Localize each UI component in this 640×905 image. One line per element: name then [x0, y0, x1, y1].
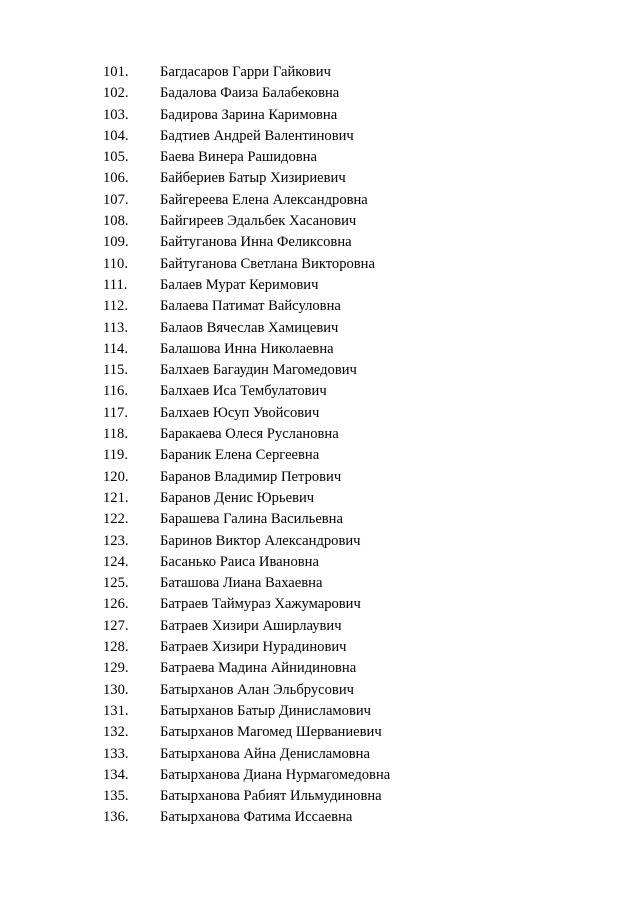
- entry-number: 136.: [103, 809, 129, 826]
- entry-name: Балхаев Багаудин Магомедович: [160, 362, 357, 379]
- list-item: [0, 360, 640, 381]
- entry-number: 119.: [103, 447, 128, 464]
- entry-name: Баринов Виктор Александрович: [160, 532, 361, 549]
- entry-name: Батырханов Магомед Шерваниевич: [160, 724, 382, 741]
- entry-name: Батраев Хизири Аширлаувич: [160, 617, 342, 634]
- list-item: [0, 488, 640, 509]
- entry-name: Баташова Лиана Вахаевна: [160, 575, 323, 592]
- list-item: [0, 211, 640, 232]
- entry-number: 106.: [103, 170, 129, 187]
- list-item: [0, 168, 640, 189]
- entry-name: Батырханова Диана Нурмагомедовна: [160, 766, 391, 783]
- entry-number: 129.: [103, 660, 129, 677]
- list-item: [0, 722, 640, 743]
- entry-name: Бадалова Фаиза Балабековна: [160, 85, 340, 102]
- entry-number: 134.: [103, 766, 129, 783]
- list-item: [0, 509, 640, 530]
- entry-number: 121.: [103, 489, 129, 506]
- entry-name: Бадирова Зарина Каримовна: [160, 106, 338, 123]
- entry-number: 124.: [103, 553, 129, 570]
- entry-name: Батырханова Рабият Ильмудиновна: [160, 788, 382, 805]
- entry-name: Балашова Инна Николаевна: [160, 340, 334, 357]
- entry-name: Батырханов Алан Эльбрусович: [160, 681, 354, 698]
- list-item: [0, 275, 640, 296]
- entry-number: 103.: [103, 106, 129, 123]
- entry-number: 107.: [103, 191, 129, 208]
- entry-name: Балхаев Иса Тембулатович: [160, 383, 327, 400]
- entry-number: 114.: [103, 340, 128, 357]
- entry-number: 133.: [103, 745, 129, 762]
- list-item: [0, 403, 640, 424]
- list-item: [0, 701, 640, 722]
- entry-name: Баранов Денис Юрьевич: [160, 489, 315, 506]
- entry-name: Байгереева Елена Александровна: [160, 191, 368, 208]
- entry-name: Багдасаров Гарри Гайкович: [160, 64, 331, 80]
- entry-number: 101.: [103, 64, 129, 80]
- entry-name: Баева Винера Рашидовна: [160, 149, 317, 166]
- list-item: [0, 552, 640, 573]
- list-item: [0, 680, 640, 701]
- list-item: [0, 445, 640, 466]
- list-item: [0, 83, 640, 104]
- entry-number: 112.: [103, 298, 128, 315]
- entry-name: Батырханова Фатима Иссаевна: [160, 809, 353, 826]
- entry-name: Байтуганова Инна Феликсовна: [160, 234, 352, 251]
- entry-name: Баранов Владимир Петрович: [160, 468, 342, 485]
- entry-number: 130.: [103, 681, 129, 698]
- entry-name: Батырханова Айна Денисламовна: [160, 745, 370, 762]
- entry-name: Балаева Патимат Вайсуловна: [160, 298, 341, 315]
- list-item: [0, 744, 640, 765]
- entry-number: 126.: [103, 596, 129, 613]
- entry-number: 125.: [103, 575, 129, 592]
- entry-number: 117.: [103, 404, 128, 421]
- entry-name: Батраева Мадина Айнидиновна: [160, 660, 357, 677]
- list-item: [0, 658, 640, 679]
- list-item: [0, 424, 640, 445]
- list-item: [0, 616, 640, 637]
- list-item: [0, 318, 640, 339]
- entry-number: 102.: [103, 85, 129, 102]
- entry-name: Балхаев Юсуп Увойсович: [160, 404, 320, 421]
- list-item: [0, 296, 640, 317]
- entry-number: 110.: [103, 255, 128, 272]
- list-item: [0, 381, 640, 402]
- entry-number: 127.: [103, 617, 129, 634]
- entry-number: 108.: [103, 213, 129, 230]
- list-item: [0, 467, 640, 488]
- entry-name: Батырханов Батыр Динисламович: [160, 702, 371, 719]
- list-item: [0, 126, 640, 147]
- entry-name: Бараник Елена Сергеевна: [160, 447, 320, 464]
- list-item: [0, 254, 640, 275]
- entry-number: 120.: [103, 468, 129, 485]
- list-item: [0, 637, 640, 658]
- entry-number: 135.: [103, 788, 129, 805]
- entry-name: Батраев Таймураз Хажумарович: [160, 596, 361, 613]
- entry-number: 123.: [103, 532, 129, 549]
- entry-number: 111.: [103, 276, 128, 293]
- list-item: [0, 190, 640, 211]
- entry-number: 105.: [103, 149, 129, 166]
- list-item: [0, 573, 640, 594]
- entry-number: 132.: [103, 724, 129, 741]
- list-item: [0, 765, 640, 786]
- entry-name: Басанько Раиса Ивановна: [160, 553, 319, 570]
- entry-name: Байтуганова Светлана Викторовна: [160, 255, 375, 272]
- entry-number: 104.: [103, 127, 129, 144]
- name-list: [0, 62, 640, 829]
- entry-number: 109.: [103, 234, 129, 251]
- entry-name: Балаев Мурат Керимович: [160, 276, 319, 293]
- entry-number: 116.: [103, 383, 128, 400]
- list-item: [0, 594, 640, 615]
- entry-number: 113.: [103, 319, 128, 336]
- entry-name: Бадтиев Андрей Валентинович: [160, 127, 354, 144]
- list-item: [0, 232, 640, 253]
- list-item: [0, 62, 640, 83]
- entry-number: 131.: [103, 702, 129, 719]
- entry-name: Батраев Хизири Нурадинович: [160, 639, 347, 656]
- list-item: [0, 105, 640, 126]
- entry-name: Байбериев Батыр Хизириевич: [160, 170, 346, 187]
- entry-number: 128.: [103, 639, 129, 656]
- entry-name: Байгиреев Эдальбек Хасанович: [160, 213, 357, 230]
- list-item: [0, 339, 640, 360]
- entry-name: Баракаева Олеся Руслановна: [160, 426, 339, 443]
- list-item: [0, 786, 640, 807]
- list-item: [0, 147, 640, 168]
- entry-number: 115.: [103, 362, 128, 379]
- entry-name: Барашева Галина Васильевна: [160, 511, 343, 528]
- entry-name: Балаов Вячеслав Хамицевич: [160, 319, 339, 336]
- list-item: [0, 531, 640, 552]
- entry-number: 118.: [103, 426, 128, 443]
- list-item: [0, 807, 640, 828]
- entry-number: 122.: [103, 511, 129, 528]
